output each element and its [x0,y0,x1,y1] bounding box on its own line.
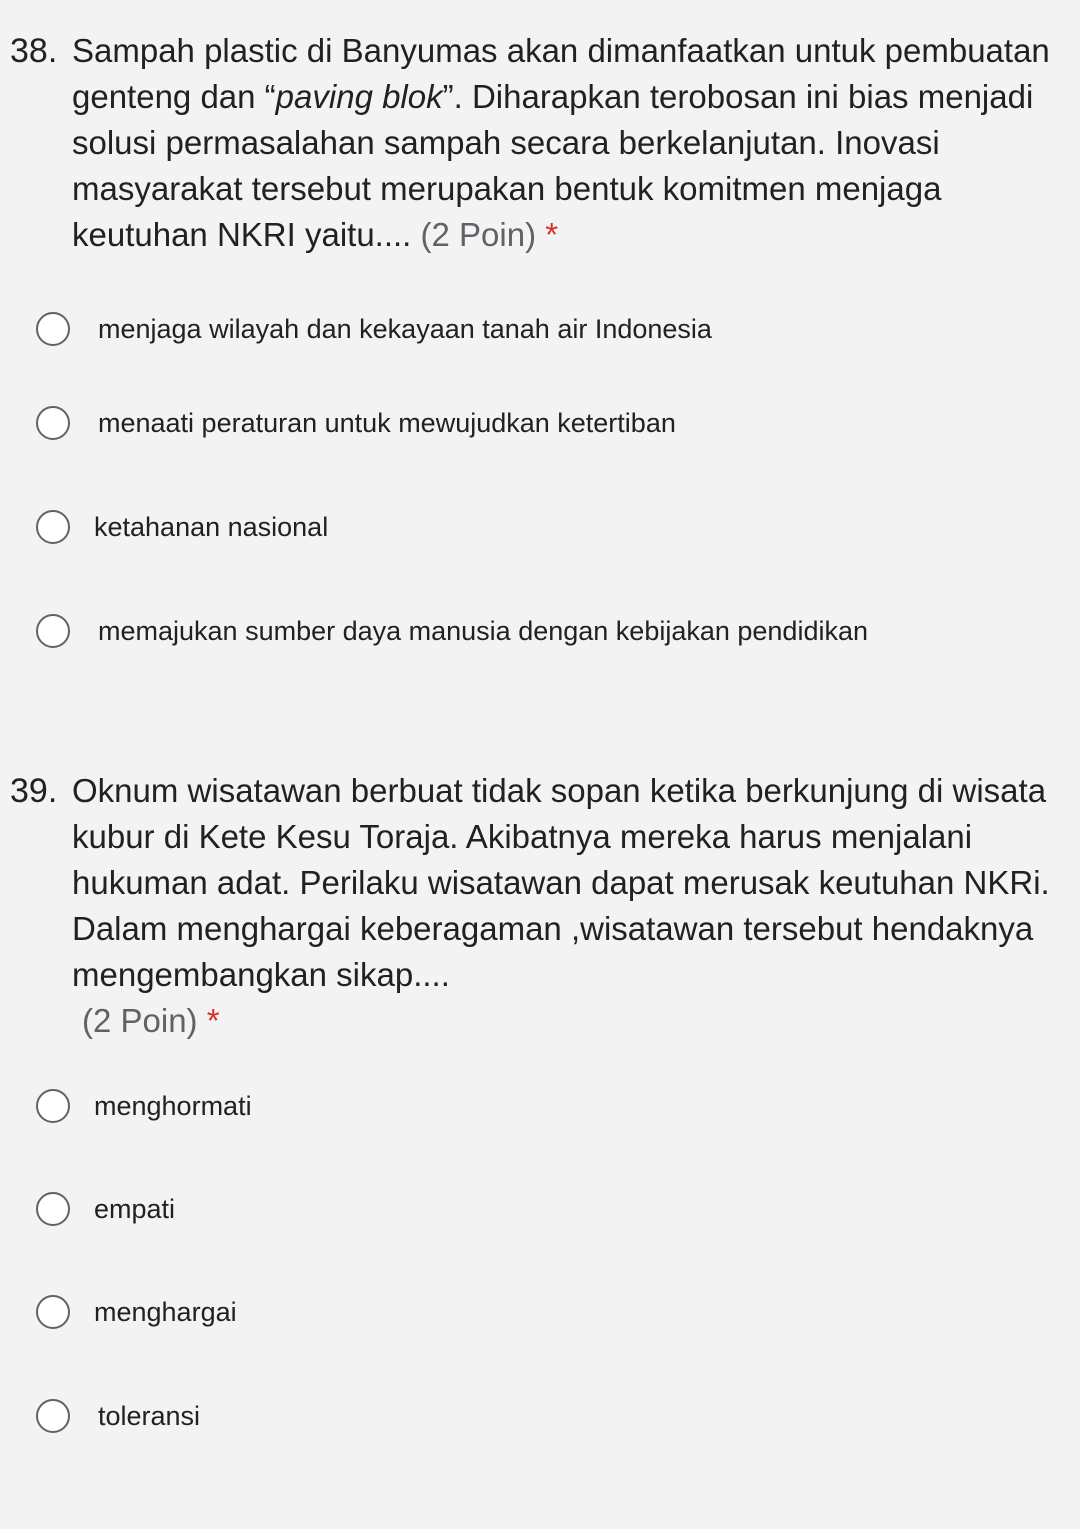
option-38-a[interactable] [36,309,712,349]
radio-circle-icon[interactable] [36,510,70,544]
points-line [82,998,1062,1044]
question-number: 39. [10,772,58,810]
question-text-part: Sampah plastic di Banyumas akan dimanfaatkan untuk pembuatan genteng dan “ [72,32,1050,115]
question-number: 38. [10,32,58,70]
option-38-c[interactable] [36,507,328,547]
radio-circle-icon[interactable] [36,1089,70,1123]
option-label: menghormati [94,1091,252,1121]
option-label: toleransi [98,1401,201,1431]
option-39-a[interactable] [36,1086,252,1126]
question-text-part: Oknum wisatawan berbuat tidak sopan ketika berkunjung di wisata kubur di Kete Kesu Toraja. Akibatnya mereka harus menjalani hukuman adat. Perilaku wisatawan dapat merusak keutuhan NKRi. Dalam menghargai keberagaman ,wisatawan tersebut hendaknya mengembangkan sikap.... [72,772,1050,993]
option-39-c[interactable] [36,1292,237,1332]
option-38-d[interactable] [36,611,868,651]
points-label: (2 Poin) [82,1002,198,1039]
radio-circle-icon[interactable] [36,1192,70,1226]
radio-circle-icon[interactable] [36,1295,70,1329]
radio-circle-icon[interactable] [36,312,70,346]
points-label: (2 Poin) [420,216,537,253]
question-text-italic: paving blok [275,78,443,115]
radio-circle-icon[interactable] [36,1399,70,1433]
question-text-part: ”. Diharapkan terobosan ini bias menjadi solusi permasalahan sampah secara berkelanjutan. Inovasi masyarakat tersebut merupakan bentuk komitmen menjaga keutuhan NKRI yaitu.... [72,78,1034,253]
question-text [72,768,1062,1044]
radio-circle-icon[interactable] [36,406,70,440]
option-label: empati [94,1194,176,1224]
radio-circle-icon[interactable] [36,614,70,648]
option-39-d[interactable] [36,1396,200,1436]
question-text [72,28,1062,258]
required-asterisk: * [206,1002,220,1039]
required-asterisk: * [545,216,559,253]
option-38-b[interactable] [36,403,676,443]
option-label: menjaga wilayah dan kekayaan tanah air Indonesia [98,314,712,344]
option-label: memajukan sumber daya manusia dengan kebijakan pendidikan [98,616,868,646]
option-39-b[interactable] [36,1189,175,1229]
option-label: menghargai [94,1297,237,1327]
option-label: ketahanan nasional [94,512,329,542]
option-label: menaati peraturan untuk mewujudkan ketertiban [98,408,676,438]
